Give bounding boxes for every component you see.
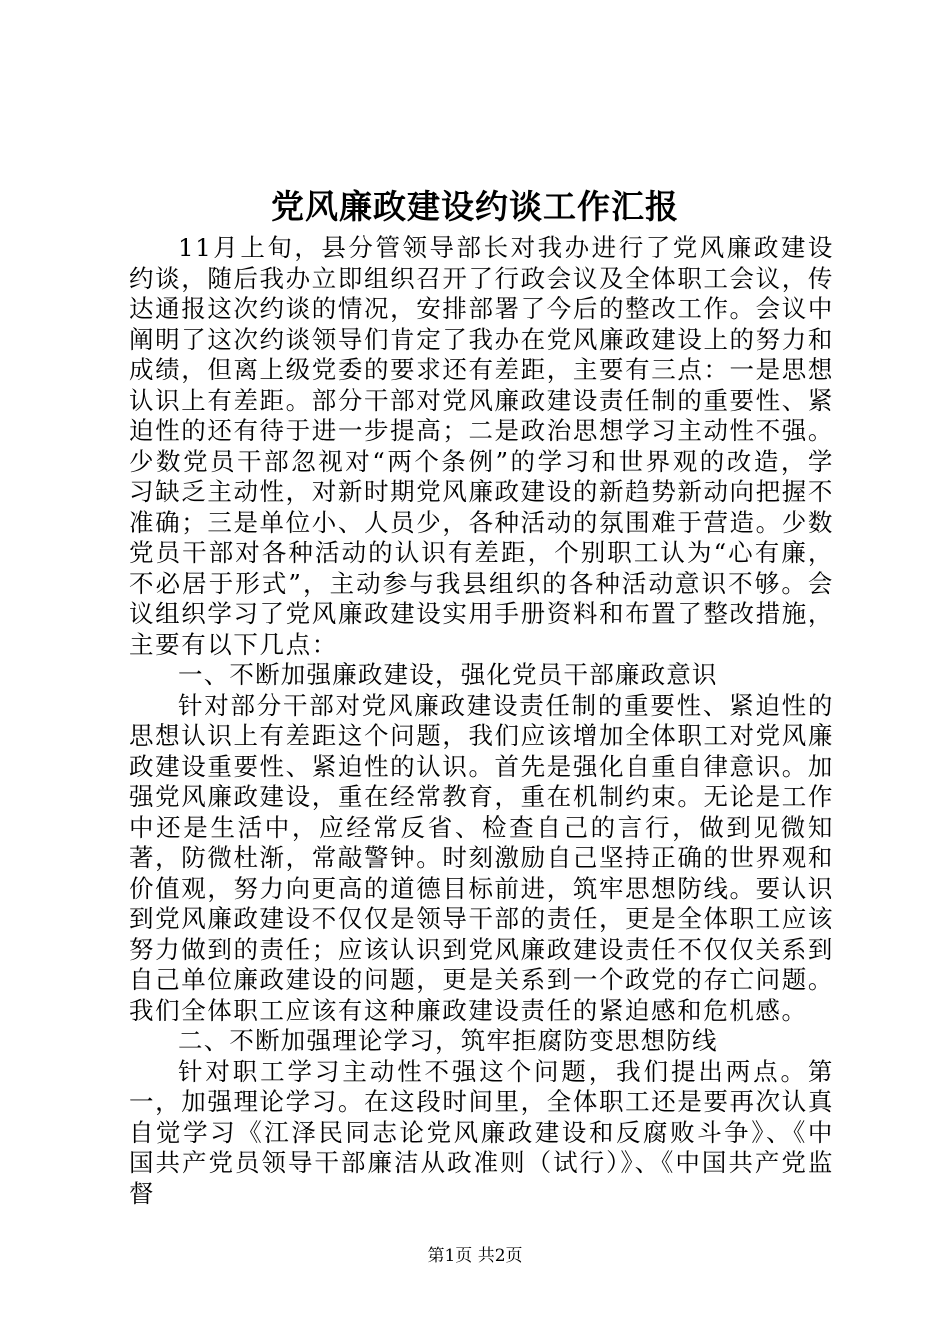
section-heading-2: 二、不断加强理论学习，筑牢拒腐防变思想防线 xyxy=(178,1026,718,1055)
page-number-footer: 第1页 共2页 xyxy=(427,1246,523,1266)
document-body xyxy=(129,233,834,1209)
paragraph-section-2: 针对职工学习主动性不强这个问题，我们提出两点。第一，加强理论学习。在这段时间里，全体职工还是要再次认真自觉学习《江泽民同志论党风廉政建设和反腐败斗争》、《中国共产党员领导干部廉洁从政准则（试行）》、《中国共产党监督 xyxy=(129,1056,834,1208)
section-heading-1: 一、不断加强廉政建设，强化党员干部廉政意识 xyxy=(178,660,718,689)
document-title: 党风廉政建设约谈工作汇报 xyxy=(271,187,679,226)
paragraph-intro: 11月上旬，县分管领导部长对我办进行了党风廉政建设约谈，随后我办立即组织召开了行政会议及全体职工会议，传达通报这次约谈的情况，安排部署了今后的整改工作。会议中阐明了这次约谈领导们肯定了我办在党风廉政建设上的努力和成绩，但离上级党委的要求还有差距，主要有三点：一是思想认识上有差距。部分干部对党风廉政建设责任制的重要性、紧迫性的还有待于进一步提高；二是政治思想学习主动性不强。少数党员干部忽视对“两个条例”的学习和世界观的改造，学习缺乏主动性，对新时期党风廉政建设的新趋势新动向把握不准确；三是单位小、人员少，各种活动的氛围难于营造。少数党员干部对各种活动的认识有差距，个别职工认为“心有廉，不必居于形式”，主动参与我县组织的各种活动意识不够。会议组织学习了党风廉政建设实用手册资料和布置了整改措施，主要有以下几点： xyxy=(129,233,834,659)
paragraph-section-1: 针对部分干部对党风廉政建设责任制的重要性、紧迫性的思想认识上有差距这个问题，我们应该增加全体职工对党风廉政建设重要性、紧迫性的认识。首先是强化自重自律意识。加强党风廉政建设，重在经常教育，重在机制约束。无论是工作中还是生活中，应经常反省、检查自己的言行，做到见微知著，防微杜渐，常敲警钟。时刻激励自己坚持正确的世界观和价值观，努力向更高的道德目标前进，筑牢思想防线。要认识到党风廉政建设不仅仅是领导干部的责任，更是全体职工应该努力做到的责任；应该认识到党风廉政建设责任不仅仅关系到自己单位廉政建设的问题，更是关系到一个政党的存亡问题。我们全体职工应该有这种廉政建设责任的紧迫感和危机感。 xyxy=(129,690,834,1025)
